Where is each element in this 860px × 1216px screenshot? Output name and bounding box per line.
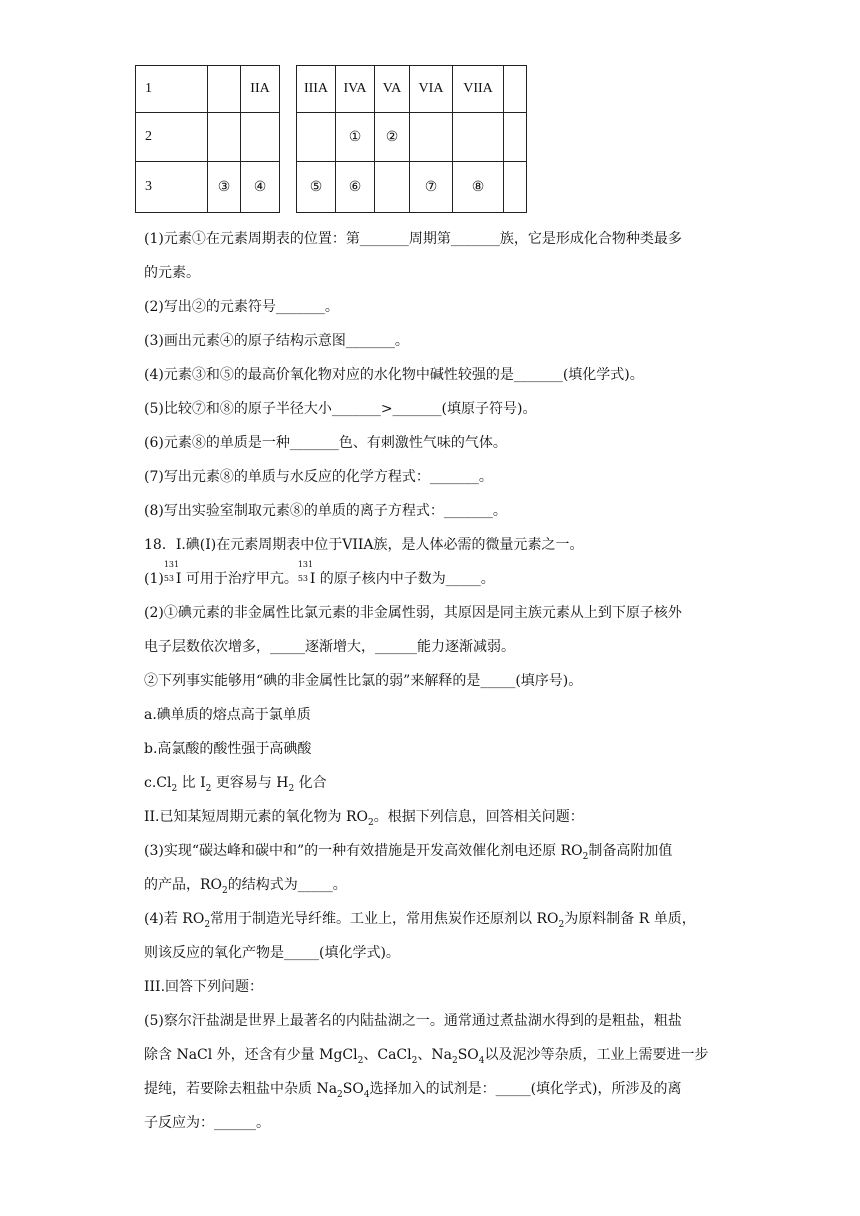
table-cell: ⑥ [336,162,375,213]
question-2: (2)写出②的元素符号_______。 [144,299,339,315]
atomic-number: 53 [163,574,175,583]
atomic-number: 53 [297,574,309,583]
subscript: 2 [288,783,295,794]
question-4: (4)元素③和⑤的最高价氧化物对应的水化物中碱性较强的是_______(填化学式)。 [144,367,644,383]
subscript: 2 [411,1055,418,1066]
sub-question-4-text: 为原料制备 R 单质， [564,911,696,927]
option-c-text: 更容易与 H [211,775,289,791]
option-b: b.高氯酸的酸性强于高碘酸 [144,741,312,757]
table-cell [453,113,504,162]
table-cell: VIIA [453,66,504,113]
option-c-text: 化合 [294,775,327,791]
sub-question-5-text: 以及泥沙等杂质，工业上需要进一步 [484,1047,709,1063]
sub-question-5-line-4: 子反应为：______。 [144,1115,270,1131]
sub-question-5-text: 、CaCl [363,1047,412,1063]
sub-question-4-text: (4)若 RO [144,911,205,927]
table-cell [208,66,241,113]
sub-question-2-line-2: 电子层数依次增多，_____逐渐增大，______能力逐渐减弱。 [144,639,515,655]
table-gap [280,113,297,162]
subscript: 2 [367,817,374,828]
question-5: (5)比较⑦和⑧的原子半径大小_______>_______(填原子符号)。 [144,401,537,417]
table-cell: 3 [136,162,208,213]
sub-question-3-line-1 [144,834,724,868]
subscript: 2 [171,783,178,794]
table-cell [375,162,410,213]
subscript: 2 [582,851,589,862]
sub-question-5-text: SO [457,1047,479,1063]
option-c [144,766,724,800]
subscript: 2 [451,1055,458,1066]
table-gap [280,162,297,213]
table-cell: ④ [241,162,280,213]
table-row [136,66,527,113]
table-cell: 2 [136,113,208,162]
table-cell: ② [375,113,410,162]
sub-question-5-text: 、Na [417,1047,452,1063]
table-cell [208,113,241,162]
sub-question-1 [144,562,724,596]
sub-question-3-text: (3)实现“碳达峰和碳中和”的一种有效措施是开发高效催化剂电还原 RO [144,843,583,859]
subscript: 2 [357,1055,364,1066]
subscript: 2 [558,919,565,930]
option-c-text: 比 I [177,775,206,791]
subscript: 2 [222,885,228,896]
sub-question-2-line-1: (2)①碘元素的非金属性比氯元素的非金属性弱，其原因是同主族元素从上到下原子核外 [144,605,682,621]
sub-question-5-line-2 [144,1038,724,1072]
question-8: (8)写出实验室制取元素⑧的单质的离子方程式：_______。 [144,503,507,519]
table-row [136,162,527,213]
subscript: 2 [205,783,212,794]
table-cell [504,66,527,113]
table-cell: ⑦ [410,162,453,213]
table-cell: ① [336,113,375,162]
sub-question-4-text: 常用于制造光导纤维。工业上，常用焦炭作还原剂以 RO [210,911,559,927]
option-a: a.碘单质的熔点高于氯单质 [144,707,311,723]
isotope-notation [297,560,314,583]
table-cell: VA [375,66,410,113]
table-cell: VIA [410,66,453,113]
sub-question-1-number: (1) [144,571,164,587]
table-cell: IVA [336,66,375,113]
periodic-table [135,65,527,213]
sub-question-3-line-2 [144,868,724,902]
sub-question-1-text-end: I 的原子核内中子数为_____。 [309,571,495,587]
question-7: (7)写出元素⑧的单质与水反应的化学方程式：_______。 [144,469,493,485]
subscript: 2 [337,1089,343,1100]
table-cell: IIIA [297,66,336,113]
part-iii-intro: III.回答下列问题： [144,979,264,995]
problem-18-intro: 18．I.碘(I)在元素周期表中位于VIIA族，是人体必需的微量元素之一。 [144,537,584,553]
part-ii-intro [144,800,724,834]
sub-question-5-line-1: (5)察尔汗盐湖是世界上最著名的内陆盐湖之一。通常通过煮盐湖水得到的是粗盐，粗盐 [144,1013,682,1029]
sub-question-2-part-2: ②下列事实能够用“碘的非金属性比氯的弱”来解释的是_____(填序号)。 [144,673,583,689]
question-6: (6)元素⑧的单质是一种_______色、有刺激性气味的气体。 [144,435,507,451]
sub-question-5-text: 除含 NaCl 外，还含有少量 MgCl [144,1047,358,1063]
table-cell [410,113,453,162]
sub-question-5-text: SO [342,1081,364,1097]
table-row [136,113,527,162]
sub-question-5-line-3 [144,1072,724,1106]
subscript: 2 [204,919,211,930]
question-text [144,222,724,1140]
sub-question-3-text: 的结构式为_____。 [227,877,347,893]
mass-number: 131 [297,560,314,569]
table-cell: ⑤ [297,162,336,213]
table-cell [504,162,527,213]
table-cell: 1 [136,66,208,113]
sub-question-1-text: I 可用于治疗甲亢。 [175,571,298,587]
part-ii-text: II.已知某短周期元素的氧化物为 RO [144,809,368,825]
subscript: 4 [478,1055,485,1066]
question-3: (3)画出元素④的原子结构示意图_______。 [144,333,409,349]
subscript: 4 [363,1089,370,1100]
part-ii-text: 。根据下列信息，回答相关问题： [373,809,584,825]
table-cell [241,113,280,162]
table-cell [504,113,527,162]
sub-question-5-text: 选择加入的试剂是：_____(填化学式)，所涉及的离 [369,1081,682,1097]
isotope-notation [163,560,180,583]
sub-question-3-text: 制备高附加值 [588,843,673,859]
table-cell: ③ [208,162,241,213]
sub-question-4-line-2: 则该反应的氧化产物是_____(填化学式)。 [144,945,400,961]
question-1-line-2: 的元素。 [144,265,200,281]
sub-question-4-line-1 [144,902,724,936]
table-cell: IIA [241,66,280,113]
table-cell [297,113,336,162]
sub-question-3-text: 的产品，RO [144,877,223,893]
option-c-text: c.Cl [144,775,172,791]
table-gap [280,66,297,113]
mass-number: 131 [163,560,180,569]
table-cell: ⑧ [453,162,504,213]
question-1-line-1: (1)元素①在元素周期表的位置：第_______周期第_______族，它是形成化合物种类最多 [144,231,682,247]
sub-question-5-text: 提纯，若要除去粗盐中杂质 Na [144,1081,338,1097]
